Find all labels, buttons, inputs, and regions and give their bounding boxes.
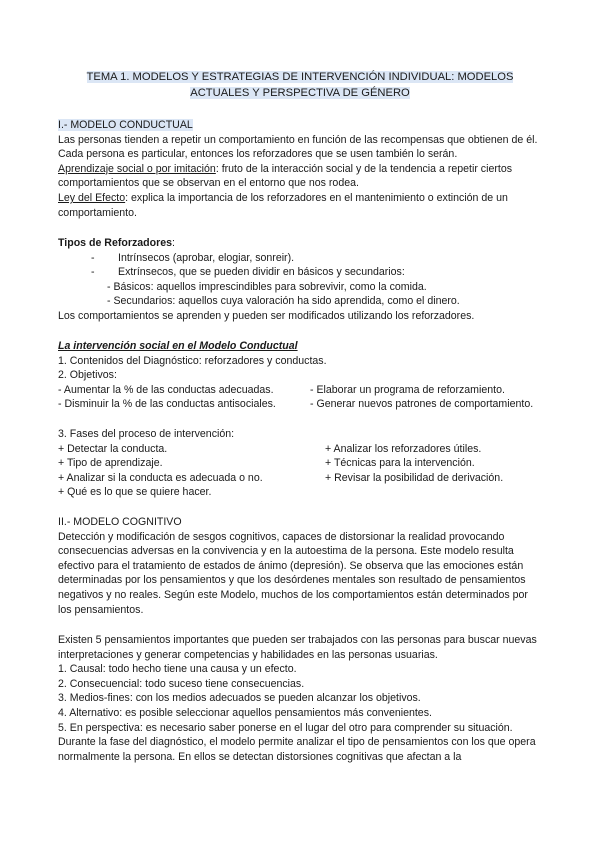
pensamientos-block — [58, 633, 538, 764]
list-item: 3. Medios-fines: con los medios adecuados se pueden alcanzar los objetivos. — [58, 692, 421, 705]
aprendizaje-paragraph — [58, 162, 538, 191]
fase-right: + Técnicas para la intervención. — [325, 457, 475, 470]
list-item: 4. Alternativo: es posible seleccionar aquellos pensamientos más convenientes. — [58, 706, 432, 719]
section-heading: I.- MODELO CONDUCTUAL — [58, 119, 193, 131]
fase-left: + Detectar la conducta. — [58, 442, 168, 455]
fases-row — [58, 471, 538, 486]
objetivo-left: - Disminuir la % de las conductas antisociales. — [58, 398, 276, 411]
objetivo-right: - Elaborar un programa de reforzamiento. — [310, 383, 505, 396]
section-modelo-cognitivo — [58, 515, 538, 617]
section-intervencion — [58, 339, 538, 412]
fases-block — [58, 427, 538, 500]
bullet-dash: - — [91, 266, 95, 279]
fase-left: + Tipo de aprendizaje. — [58, 457, 163, 470]
list-item: 5. En perspectiva: es necesario saber ponerse en el lugar del otro para comprender su situación. — [58, 721, 513, 734]
fases-row — [58, 456, 538, 471]
intro-paragraph: Las personas tienden a repetir un comportamiento en función de las recompensas que obtienen de él. Cada persona es particular, entonces los reforzadores que se usen también lo serán. — [58, 133, 538, 161]
list-item: 2. Objetivos: — [58, 369, 117, 382]
fases-row — [58, 442, 538, 457]
closing-paragraph: Los comportamientos se aprenden y pueden ser modificados utilizando los reforzadores. — [58, 309, 475, 322]
term-aprendizaje: Aprendizaje social o por imitación — [58, 162, 216, 175]
section-modelo-conductual — [58, 118, 538, 220]
list-item: 2. Consecuencial: todo suceso tiene consecuencias. — [58, 677, 305, 690]
fase-left: + Analizar si la conducta es adecuada o no. — [58, 471, 263, 484]
bullet-dash: - — [91, 251, 95, 264]
ley-text: : explica la importancia de los reforzadores en el mantenimiento o extinción de un comportamiento. — [58, 191, 508, 219]
bullet-text: Extrínsecos, que se pueden dividir en básicos y secundarios: — [118, 266, 405, 279]
aprendizaje-text: : fruto de la interacción social y de la tendencia a repetir ciertos comportamientos que se observan en el entorno que nos rodea. — [58, 162, 513, 190]
tipos-reforzadores — [58, 236, 538, 324]
tipos-colon: : — [172, 237, 175, 249]
cognitivo-paragraph: Detección y modificación de sesgos cognitivos, capaces de distorsionar la realidad provocando consecuencias adversas en la convivencia y en la autoestima de la persona. Este modelo resulta efectivo para el tratamiento de estados de ánimo (depresión). Se observa que las emociones están determinadas por los pensamientos y que los desórdenes mentales son resultado de pensamientos negativos y no reales. Según este Modelo, muchos de los comportamientos están determinados por los pensamientos. — [58, 530, 528, 616]
section-heading: II.- MODELO COGNITIVO — [58, 516, 182, 528]
list-item: 1. Contenidos del Diagnóstico: reforzadores y conductas. — [58, 354, 327, 367]
objetivos-row — [58, 383, 538, 398]
term-ley: Ley del Efecto — [58, 191, 126, 204]
subsection-heading: La intervención social en el Modelo Conductual — [58, 340, 298, 352]
ley-paragraph — [58, 191, 538, 220]
objetivos-row — [58, 397, 538, 412]
list-item: 1. Causal: todo hecho tiene una causa y un efecto. — [58, 663, 297, 676]
list-item: 3. Fases del proceso de intervención: — [58, 428, 235, 440]
bullet-text: Intrínsecos (aprobar, elogiar, sonreir). — [118, 251, 295, 264]
sub-item: - Secundarios: aquellos cuya valoración ha sido aprendida, como el dinero. — [107, 295, 460, 308]
title-text: TEMA 1. MODELOS Y ESTRATEGIAS DE INTERVENCIÓN INDIVIDUAL: MODELOS ACTUALES Y PERSPECTIVA DE GÉNERO — [86, 71, 514, 99]
fase-right: + Analizar los reforzadores útiles. — [325, 442, 482, 455]
objetivo-left: - Aumentar la % de las conductas adecuadas. — [58, 383, 274, 396]
objetivo-right: - Generar nuevos patrones de comportamiento. — [310, 398, 534, 411]
fase-right: + Revisar la posibilidad de derivación. — [325, 471, 504, 484]
list-item — [58, 265, 538, 280]
sub-item: - Básicos: aquellos imprescindibles para sobrevivir, como la comida. — [107, 280, 427, 293]
diagnostico-paragraph: Durante la fase del diagnóstico, el modelo permite analizar el tipo de pensamientos con los que opera normalmente la persona. En ellos se detectan distorsiones cognitivas que afectan a la — [58, 736, 536, 763]
document-title — [64, 70, 536, 101]
list-item — [58, 251, 538, 266]
pensamientos-paragraph: Existen 5 pensamientos importantes que pueden ser trabajados con las personas para buscar nuevas interpretaciones y generar competencias y habilidades en las personas usuarias. — [58, 634, 537, 661]
fases-row — [58, 485, 538, 500]
tipos-heading — [58, 236, 538, 251]
fase-left: + Qué es lo que se quiere hacer. — [58, 486, 212, 499]
tipos-heading-text: Tipos de Reforzadores — [58, 237, 173, 249]
